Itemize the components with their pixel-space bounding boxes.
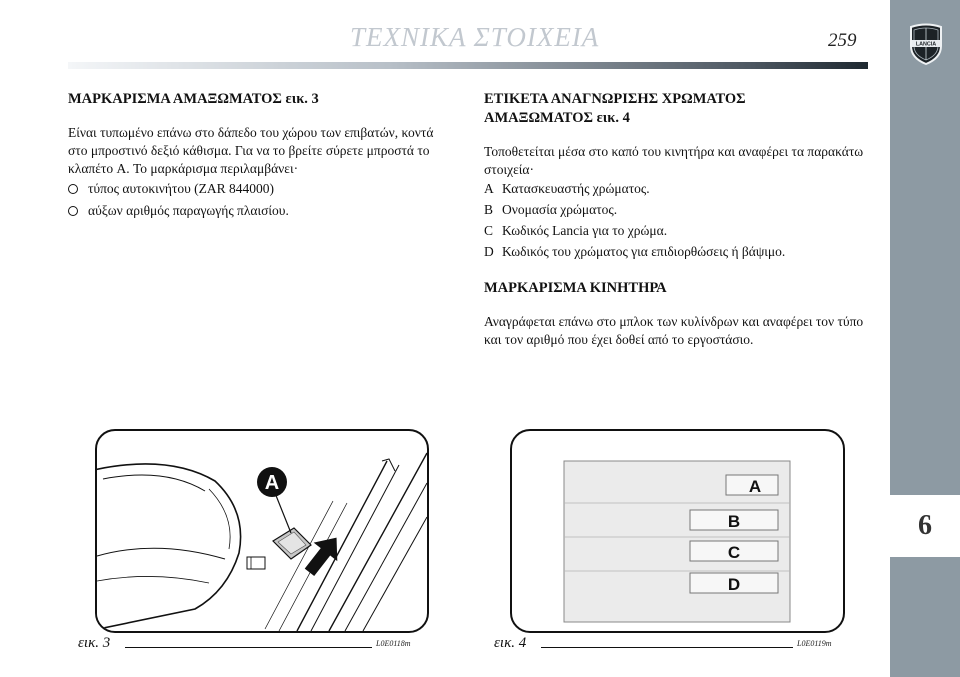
page-number: 259 — [828, 30, 857, 51]
list-item: D Κωδικός του χρώματος για επιδιορθώσεις ή βάψιμο. — [484, 243, 786, 259]
label-letter-a: A — [748, 477, 762, 496]
label-letter-b: B — [727, 512, 741, 531]
label-letter-c: C — [727, 543, 741, 562]
chassis-marking-list — [68, 178, 289, 222]
callout-a-label: A — [264, 472, 280, 494]
access-flap-a — [273, 528, 311, 559]
paint-label-illustration — [512, 431, 843, 631]
paint-label-legend — [484, 178, 785, 262]
figure-4-caption-rule — [541, 647, 793, 648]
lancia-logo-icon — [907, 22, 945, 66]
figure-4-frame — [510, 429, 845, 633]
list-item: B Ονομασία χρώματος. — [484, 201, 618, 217]
paint-label-heading: ΕΤΙΚΕΤΑ ΑΝΑΓΝΩΡΙΣΗΣ ΧΡΩΜΑΤΟΣ ΑΜΑΞΩΜΑΤΟΣ εικ. 4 — [484, 91, 746, 126]
figure-4-caption: εικ. 4 — [494, 635, 527, 651]
figure-3-frame — [95, 429, 429, 633]
figure-3-code: L0E0118m — [376, 639, 411, 648]
logo-text: LANCIA — [915, 41, 937, 48]
engine-marking-heading: ΜΑΡΚΑΡΙΣΜΑ ΚΙΝΗΤΗΡΑ — [484, 280, 667, 296]
running-header-title: ΤΕΧΝΙΚΑ ΣΤΟΙΧΕΙΑ — [350, 22, 600, 52]
bullet-circle-icon — [68, 206, 78, 216]
figure-3-caption: εικ. 3 — [78, 635, 111, 651]
chapter-number[interactable]: 6 — [890, 495, 960, 557]
label-letter-d: D — [727, 575, 741, 594]
list-item: τύπος αυτοκινήτου (ZAR 844000) — [68, 178, 289, 200]
callout-leader-line — [275, 493, 291, 533]
figure-3-caption-rule — [125, 647, 372, 648]
list-item: C Κωδικός Lancia για το χρώμα. — [484, 222, 668, 238]
engine-marking-body: Αναγράφεται επάνω στο μπλοκ των κυλίνδρων και αναφέρει τον τύπο και τον αριθμό που έχει δοθεί από το εργοστάσιο. — [484, 314, 864, 347]
chassis-marking-heading: ΜΑΡΚΑΡΙΣΜΑ ΑΜΑΞΩΜΑΤΟΣ εικ. 3 — [68, 91, 319, 107]
header-rule — [68, 62, 868, 69]
forward-arrow-icon — [298, 528, 349, 581]
list-item: A Κατασκευαστής χρώματος. — [484, 180, 650, 196]
paint-label-body: Τοποθετείται μέσα στο καπό του κινητήρα και αναφέρει τα παρακάτω στοιχεία· — [484, 144, 864, 177]
floor-marking-illustration — [97, 431, 427, 631]
chassis-marking-body: Είναι τυπωμένο επάνω στο δάπεδο του χώρου των επιβατών, κοντά στο μπροστινό δεξιό κάθισμα. Για να το βρείτε σύρετε μπροστά το κλαπέτο A. Το μαρκάρισμα περιλαμβάνει· — [68, 125, 434, 176]
chapter-side-tab — [890, 0, 960, 677]
list-item: αύξων αριθμός παραγωγής πλαισίου. — [68, 200, 289, 222]
figure-4-code: L0E0119m — [797, 639, 832, 648]
bullet-circle-icon — [68, 184, 78, 194]
